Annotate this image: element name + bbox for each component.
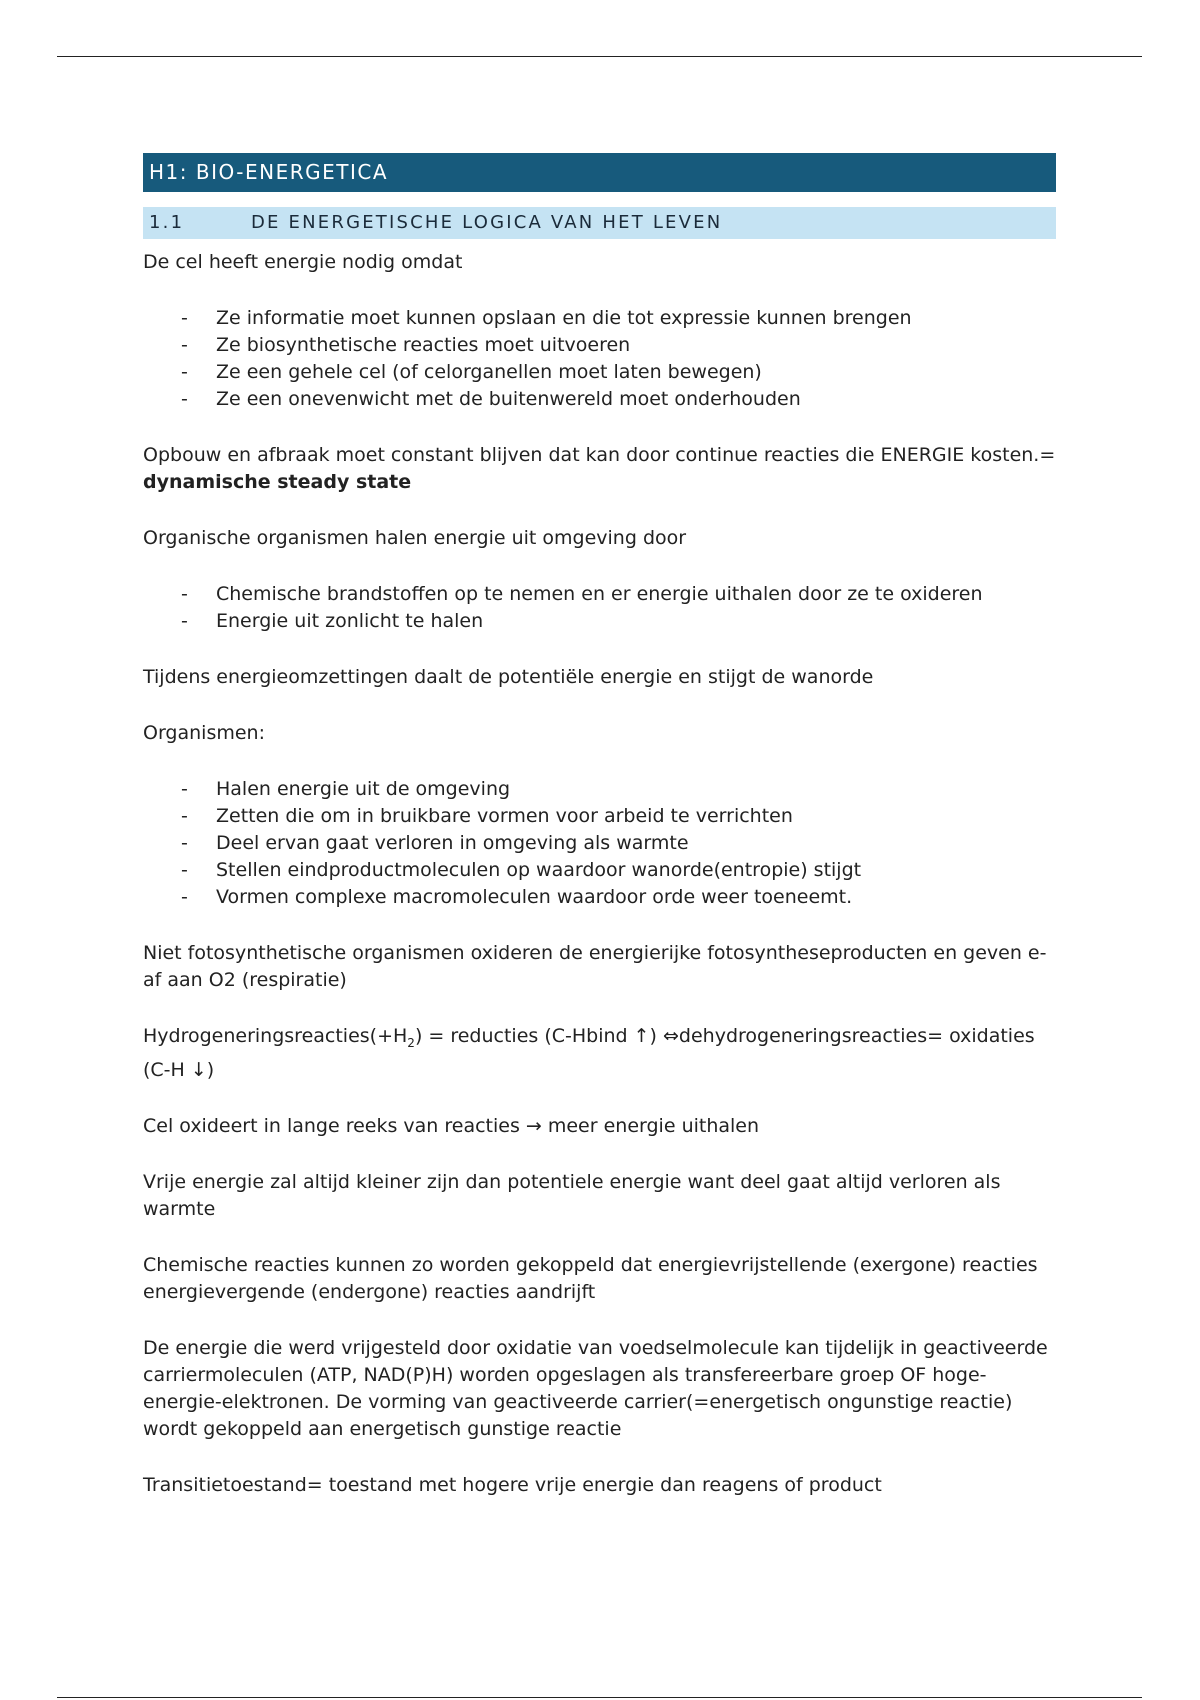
bold-term: dynamische steady state	[143, 471, 412, 493]
paragraph: Organismen:	[143, 722, 265, 744]
paragraph: Chemische reacties kunnen zo worden gekoppeld dat energievrijstellende (exergone) reacties energievergende (endergone) reacties aandrijft	[143, 1253, 1038, 1303]
document-body	[143, 153, 1056, 1499]
paragraph-text: ) = reducties (C-Hbind ↑) ⇔dehydrogeneringsreacties= oxidaties (C-H ↓)	[143, 1025, 1035, 1081]
paragraph: Organische organismen halen energie uit omgeving door	[143, 527, 687, 549]
list-item: - Ze een gehele cel (of celorganellen moet laten bewegen)	[143, 359, 1056, 386]
paragraph: De cel heeft energie nodig omdat	[143, 251, 463, 273]
list-item: - Ze informatie moet kunnen opslaan en die tot expressie kunnen brengen	[143, 305, 1056, 332]
paragraph: Vrije energie zal altijd kleiner zijn dan potentiele energie want deel gaat altijd verloren als warmte	[143, 1170, 1001, 1220]
list-item: - Energie uit zonlicht te halen	[143, 608, 1056, 635]
paragraph: Tijdens energieomzettingen daalt de potentiële energie en stijgt de wanorde	[143, 666, 874, 688]
list-item: - Stellen eindproductmoleculen op waardoor wanorde(entropie) stijgt	[143, 857, 1056, 884]
bottom-rule	[57, 1697, 1142, 1698]
heading-2-title: DE ENERGETISCHE LOGICA VAN HET LEVEN	[251, 212, 723, 233]
heading-2-number: 1.1	[149, 212, 185, 233]
paragraph	[143, 442, 1056, 496]
list-item: - Halen energie uit de omgeving	[143, 776, 1056, 803]
paragraph: Transitietoestand= toestand met hogere vrije energie dan reagens of product	[143, 1473, 882, 1496]
heading-1: H1: BIO-ENERGETICA	[143, 153, 1056, 192]
paragraph: De energie die werd vrijgesteld door oxidatie van voedselmolecule kan tijdelijk in geactiveerde carriermoleculen (ATP, NAD(P)H) worden opgeslagen als transfereerbare groep OF hoge-energie-elektronen. De vorming van geactiveerde carrier(=energetisch ongunstige reactie) wordt gekoppeld aan energetisch gunstige reactie	[143, 1336, 1048, 1440]
paragraph-text: Hydrogeneringsreacties(+H	[143, 1025, 408, 1047]
list-item: - Vormen complexe macromoleculen waardoor orde weer toeneemt.	[143, 884, 1056, 911]
list-energy-sources	[143, 581, 1056, 635]
list-item: - Chemische brandstoffen op te nemen en er energie uithalen door ze te oxideren	[143, 581, 1056, 608]
paragraph-text: Opbouw en afbraak moet constant blijven dat kan door continue reacties die ENERGIE kosten.=	[143, 444, 1056, 466]
list-organisms	[143, 776, 1056, 911]
paragraph	[143, 1023, 1056, 1084]
subscript: 2	[407, 1035, 415, 1050]
list-item: - Ze een onevenwicht met de buitenwereld moet onderhouden	[143, 386, 1056, 413]
paragraph: Cel oxideert in lange reeks van reacties → meer energie uithalen	[143, 1114, 760, 1137]
list-item: - Ze biosynthetische reacties moet uitvoeren	[143, 332, 1056, 359]
heading-2	[143, 207, 1056, 239]
list-item: - Deel ervan gaat verloren in omgeving als warmte	[143, 830, 1056, 857]
list-reasons	[143, 305, 1056, 413]
top-rule	[57, 56, 1142, 57]
paragraph: Niet fotosynthetische organismen oxideren de energierijke fotosyntheseproducten en geven e- af aan O2 (respiratie)	[143, 942, 1047, 991]
list-item: - Zetten die om in bruikbare vormen voor arbeid te verrichten	[143, 803, 1056, 830]
